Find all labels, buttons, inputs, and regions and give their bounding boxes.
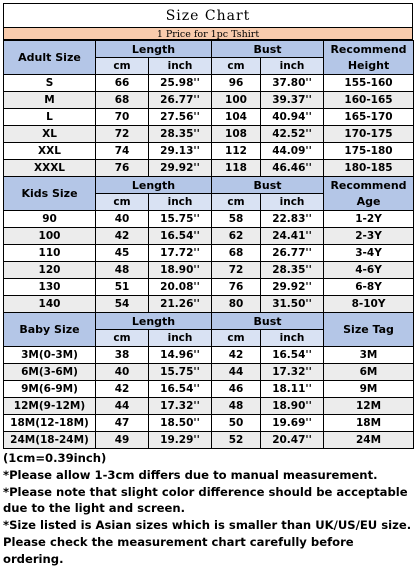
table-cell: 29.92'' xyxy=(261,279,324,296)
baby-unit-cm-length: cm xyxy=(96,330,149,347)
table-cell: 68 xyxy=(212,245,261,262)
table-row xyxy=(4,381,414,398)
table-cell: 3-4Y xyxy=(324,245,414,262)
table-cell: 26.77'' xyxy=(149,92,212,109)
table-cell: 50 xyxy=(212,415,261,432)
table-cell: 44 xyxy=(212,364,261,381)
table-cell: 24M xyxy=(324,432,414,449)
table-cell: 3M(0-3M) xyxy=(4,347,96,364)
kids-unit-inch-bust: inch xyxy=(261,194,324,211)
table-cell: 110 xyxy=(4,245,96,262)
table-cell: XXL xyxy=(4,143,96,160)
note-conversion: (1cm=0.39inch) xyxy=(3,451,107,465)
kids-bust-header: Bust xyxy=(212,177,324,194)
table-cell: 29.92'' xyxy=(149,160,212,177)
table-cell: 76 xyxy=(96,160,149,177)
table-cell: 8-10Y xyxy=(324,296,414,313)
table-cell: 140 xyxy=(4,296,96,313)
table-row xyxy=(4,398,414,415)
table-cell: 12M xyxy=(324,398,414,415)
table-cell: 2-3Y xyxy=(324,228,414,245)
table-cell: 72 xyxy=(96,126,149,143)
baby-bust-header: Bust xyxy=(212,313,324,330)
table-cell: 52 xyxy=(212,432,261,449)
table-cell: 74 xyxy=(96,143,149,160)
table-row xyxy=(4,92,414,109)
table-cell: 49 xyxy=(96,432,149,449)
table-cell: 38 xyxy=(96,347,149,364)
table-cell: 40.94'' xyxy=(261,109,324,126)
table-cell: 3M xyxy=(324,347,414,364)
table-row xyxy=(4,245,414,262)
table-cell: 96 xyxy=(212,75,261,92)
table-cell: 15.75'' xyxy=(149,211,212,228)
table-row xyxy=(4,262,414,279)
table-cell: 31.50'' xyxy=(261,296,324,313)
table-cell: 76 xyxy=(212,279,261,296)
table-cell: 90 xyxy=(4,211,96,228)
table-row xyxy=(4,109,414,126)
note-color: *Please note that slight color difference should be acceptable due to the light and screen. xyxy=(3,484,408,516)
adult-length-header: Length xyxy=(96,41,212,58)
table-cell: 70 xyxy=(96,109,149,126)
table-cell: 44.09'' xyxy=(261,143,324,160)
adult-header-row xyxy=(4,41,414,58)
table-row xyxy=(4,279,414,296)
kids-unit-cm-length: cm xyxy=(96,194,149,211)
table-cell: 24.41'' xyxy=(261,228,324,245)
table-row xyxy=(4,143,414,160)
table-cell: 42 xyxy=(96,381,149,398)
baby-unit-inch-bust: inch xyxy=(261,330,324,347)
table-cell: 6M xyxy=(324,364,414,381)
table-cell: 4-6Y xyxy=(324,262,414,279)
table-cell: 20.08'' xyxy=(149,279,212,296)
baby-size-header: Baby Size xyxy=(4,313,96,347)
baby-unit-cm-bust: cm xyxy=(212,330,261,347)
adult-unit-cm-bust: cm xyxy=(212,58,261,75)
table-row xyxy=(4,126,414,143)
table-cell: 1-2Y xyxy=(324,211,414,228)
table-cell: 28.35'' xyxy=(261,262,324,279)
table-cell: 165-170 xyxy=(324,109,414,126)
table-cell: 18.90'' xyxy=(261,398,324,415)
table-cell: 62 xyxy=(212,228,261,245)
table-cell: 104 xyxy=(212,109,261,126)
table-cell: 80 xyxy=(212,296,261,313)
table-cell: 6M(3-6M) xyxy=(4,364,96,381)
kids-extra-header: Recommend Age xyxy=(324,177,414,211)
size-table xyxy=(3,40,414,449)
table-cell: 18.50'' xyxy=(149,415,212,432)
table-cell: 180-185 xyxy=(324,160,414,177)
table-cell: 175-180 xyxy=(324,143,414,160)
table-cell: 27.56'' xyxy=(149,109,212,126)
table-cell: 16.54'' xyxy=(261,347,324,364)
table-cell: 19.29'' xyxy=(149,432,212,449)
kids-length-header: Length xyxy=(96,177,212,194)
table-cell: 9M(6-9M) xyxy=(4,381,96,398)
table-cell: 112 xyxy=(212,143,261,160)
table-row xyxy=(4,364,414,381)
adult-bust-header: Bust xyxy=(212,41,324,58)
table-cell: 39.37'' xyxy=(261,92,324,109)
table-cell: 160-165 xyxy=(324,92,414,109)
table-cell: 20.47'' xyxy=(261,432,324,449)
table-cell: 44 xyxy=(96,398,149,415)
chart-subtitle: 1 Price for 1pc Tshirt xyxy=(3,27,413,40)
table-cell: 37.80'' xyxy=(261,75,324,92)
table-cell: 18M(12-18M) xyxy=(4,415,96,432)
table-cell: XL xyxy=(4,126,96,143)
note-asian-size: *Size listed is Asian sizes which is smaller than UK/US/EU size. Please check the measurement chart carefully before ordering. xyxy=(3,518,412,566)
table-row xyxy=(4,160,414,177)
table-row xyxy=(4,296,414,313)
table-cell: 51 xyxy=(96,279,149,296)
table-cell: 100 xyxy=(4,228,96,245)
table-cell: 18M xyxy=(324,415,414,432)
table-cell: 46 xyxy=(212,381,261,398)
notes xyxy=(3,450,413,568)
adult-extra-header: Recommend Height xyxy=(324,41,414,75)
table-cell: 9M xyxy=(324,381,414,398)
table-cell: 24M(18-24M) xyxy=(4,432,96,449)
table-cell: S xyxy=(4,75,96,92)
table-cell: 17.32'' xyxy=(261,364,324,381)
table-cell: 42.52'' xyxy=(261,126,324,143)
table-cell: 21.26'' xyxy=(149,296,212,313)
adult-size-header: Adult Size xyxy=(4,41,96,75)
table-row xyxy=(4,75,414,92)
size-chart xyxy=(3,3,413,568)
table-cell: 42 xyxy=(96,228,149,245)
table-cell: 100 xyxy=(212,92,261,109)
baby-unit-inch-length: inch xyxy=(149,330,212,347)
table-cell: 17.72'' xyxy=(149,245,212,262)
table-cell: 29.13'' xyxy=(149,143,212,160)
table-row xyxy=(4,415,414,432)
table-cell: 48 xyxy=(96,262,149,279)
table-row xyxy=(4,347,414,364)
table-row xyxy=(4,432,414,449)
table-cell: 18.90'' xyxy=(149,262,212,279)
table-cell: 17.32'' xyxy=(149,398,212,415)
table-cell: 108 xyxy=(212,126,261,143)
table-cell: 15.75'' xyxy=(149,364,212,381)
kids-unit-cm-bust: cm xyxy=(212,194,261,211)
table-cell: 18.11'' xyxy=(261,381,324,398)
table-cell: 46.46'' xyxy=(261,160,324,177)
adult-unit-inch-length: inch xyxy=(149,58,212,75)
table-cell: 58 xyxy=(212,211,261,228)
note-measurement: *Please allow 1-3cm differs due to manual measurement. xyxy=(3,467,378,482)
table-cell: 22.83'' xyxy=(261,211,324,228)
table-cell: 72 xyxy=(212,262,261,279)
table-cell: 16.54'' xyxy=(149,228,212,245)
chart-title: Size Chart xyxy=(3,3,413,27)
table-cell: L xyxy=(4,109,96,126)
table-cell: M xyxy=(4,92,96,109)
table-cell: 40 xyxy=(96,211,149,228)
adult-unit-inch-bust: inch xyxy=(261,58,324,75)
table-cell: 26.77'' xyxy=(261,245,324,262)
table-cell: 25.98'' xyxy=(149,75,212,92)
table-cell: 66 xyxy=(96,75,149,92)
table-cell: 120 xyxy=(4,262,96,279)
table-cell: XXXL xyxy=(4,160,96,177)
table-cell: 54 xyxy=(96,296,149,313)
adult-unit-cm-length: cm xyxy=(96,58,149,75)
table-cell: 6-8Y xyxy=(324,279,414,296)
baby-extra-header: Size Tag xyxy=(324,313,414,347)
baby-length-header: Length xyxy=(96,313,212,330)
table-cell: 68 xyxy=(96,92,149,109)
kids-header-row xyxy=(4,177,414,194)
baby-header-row xyxy=(4,313,414,330)
table-cell: 14.96'' xyxy=(149,347,212,364)
table-cell: 48 xyxy=(212,398,261,415)
table-row xyxy=(4,211,414,228)
kids-size-header: Kids Size xyxy=(4,177,96,211)
table-row xyxy=(4,228,414,245)
table-cell: 155-160 xyxy=(324,75,414,92)
table-cell: 19.69'' xyxy=(261,415,324,432)
kids-unit-inch-length: inch xyxy=(149,194,212,211)
table-cell: 40 xyxy=(96,364,149,381)
table-cell: 47 xyxy=(96,415,149,432)
table-cell: 28.35'' xyxy=(149,126,212,143)
table-cell: 45 xyxy=(96,245,149,262)
table-cell: 12M(9-12M) xyxy=(4,398,96,415)
table-cell: 118 xyxy=(212,160,261,177)
table-cell: 42 xyxy=(212,347,261,364)
table-cell: 130 xyxy=(4,279,96,296)
table-cell: 170-175 xyxy=(324,126,414,143)
size-table-body xyxy=(4,41,414,449)
table-cell: 16.54'' xyxy=(149,381,212,398)
